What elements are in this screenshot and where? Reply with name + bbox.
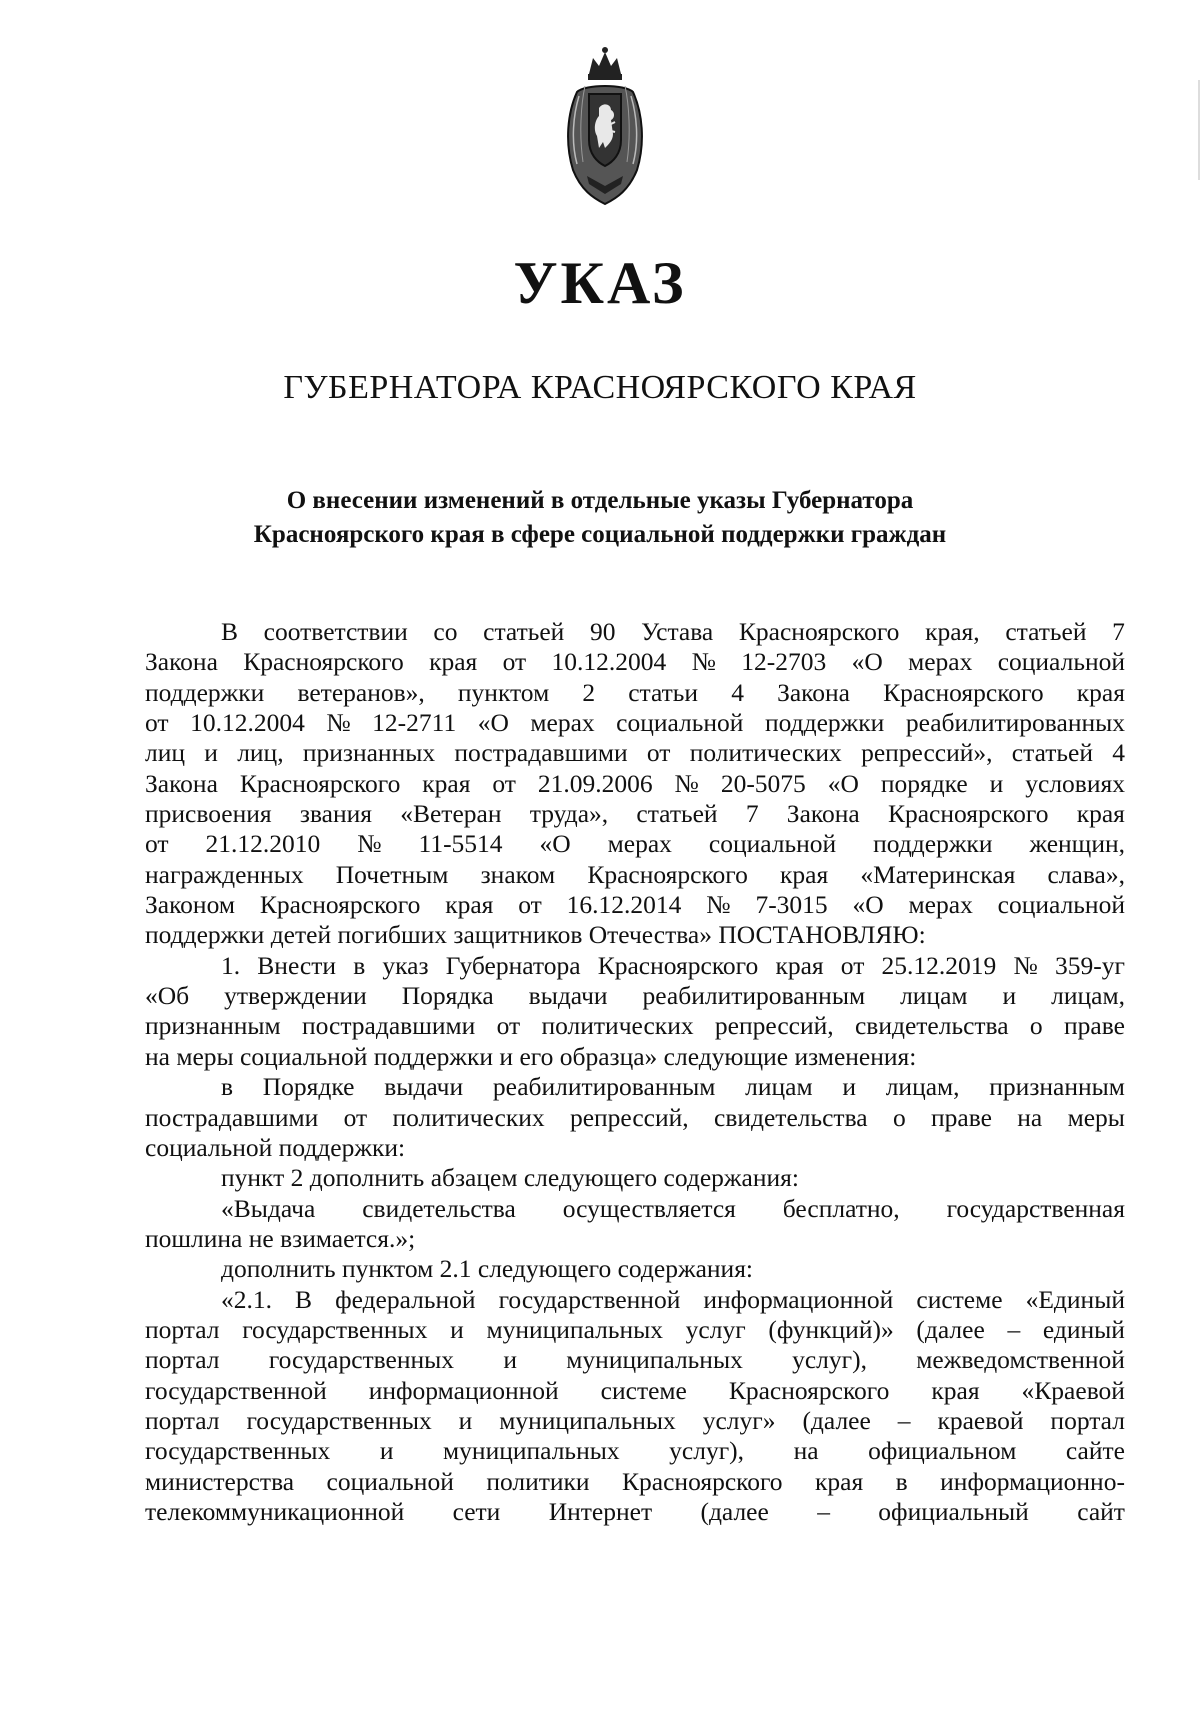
body-word: 21.09.2006 (537, 768, 653, 798)
body-word: Устава (641, 617, 714, 646)
body-word: информационно- (940, 1466, 1125, 1496)
body-word: мерах (607, 829, 672, 859)
body-word: 11-5514 (418, 829, 503, 859)
body-word: поддержки (145, 677, 265, 707)
body-word: и (1002, 981, 1017, 1011)
body-word: 4 (1112, 738, 1125, 768)
body-word: края (422, 768, 471, 798)
body-word: портал (145, 1345, 220, 1375)
body-word: репрессий, (714, 1011, 834, 1041)
body-word: края (1076, 677, 1125, 707)
body-word: В (295, 1284, 313, 1314)
body-word: праве (1064, 1011, 1125, 1041)
body-word: реабилитированным (642, 981, 866, 1011)
body-word: от (145, 829, 169, 859)
body-line (145, 1254, 1125, 1284)
body-word: реабилитированных (905, 708, 1125, 738)
body-line (145, 1345, 1125, 1375)
body-line (145, 678, 1125, 708)
body-word: 7 (745, 799, 759, 829)
body-word: «Выдача (221, 1193, 316, 1223)
body-word: признанным (145, 1011, 281, 1041)
body-word: политических (689, 738, 842, 768)
body-line (145, 1406, 1125, 1436)
body-word: «2.1. (221, 1284, 272, 1314)
body-word: информационной (368, 1375, 559, 1405)
body-line-text: пошлина не взимается.»; (145, 1223, 416, 1253)
body-word: от (492, 768, 516, 798)
body-word: услуг» (702, 1405, 776, 1435)
body-line (145, 1103, 1125, 1133)
body-word: краевой (937, 1405, 1024, 1435)
body-word: от (502, 647, 527, 677)
body-word: услуг (685, 1314, 746, 1344)
body-line (145, 799, 1125, 829)
body-word: лицам, (885, 1072, 960, 1102)
body-word: Красноярского (597, 950, 759, 980)
body-word: 90 (589, 617, 616, 646)
body-word: государственных (268, 1345, 455, 1375)
body-word: звания (299, 799, 372, 829)
body-word: политики (486, 1466, 590, 1496)
body-word: «О (827, 768, 859, 798)
body-word: № (691, 647, 716, 677)
body-word: (далее (700, 1496, 769, 1526)
body-word: Закона (777, 677, 850, 707)
body-word: Красноярского (243, 647, 404, 677)
body-line-text: пункт 2 дополнить абзацем следующего содержания: (221, 1163, 799, 1193)
body-word: муниципальных (486, 1314, 663, 1344)
body-word: Закона (786, 799, 860, 829)
body-word: услуг), (669, 1436, 745, 1466)
body-word: № (674, 768, 699, 798)
body-word: знаком (480, 859, 556, 889)
body-word: 7-3015 (755, 890, 828, 920)
body-word: 20-5075 (720, 768, 806, 798)
body-line (145, 1011, 1125, 1041)
body-word: на (1017, 1102, 1043, 1132)
body-word: № (1013, 950, 1038, 980)
body-word: Законом (145, 890, 235, 920)
body-line (145, 920, 1125, 950)
body-line (145, 1133, 1125, 1163)
body-word: – (897, 1405, 911, 1435)
body-word: портал (145, 1405, 220, 1435)
body-word: муниципальных (499, 1405, 676, 1435)
body-word: официальном (868, 1436, 1017, 1466)
body-line (145, 1224, 1125, 1254)
body-line (145, 1042, 1125, 1072)
body-word: «Ветеран (400, 799, 502, 829)
body-word: министерства (145, 1466, 295, 1496)
body-line (145, 1194, 1125, 1224)
body-word: Порядка (401, 981, 494, 1011)
body-word: края (429, 647, 478, 677)
body-word: и (989, 768, 1004, 798)
body-word: пострадавшими (145, 1102, 319, 1132)
body-word: и (503, 1345, 517, 1375)
body-word: муниципальных (566, 1345, 743, 1375)
body-word: государственной (145, 1375, 327, 1405)
body-word: Закона (145, 768, 218, 798)
body-word: социальной (616, 708, 744, 738)
body-word: края (815, 1466, 864, 1496)
body-word: «О (477, 708, 509, 738)
document-title-line: Красноярского края в сфере социальной поддержки граждан (253, 521, 947, 548)
body-word: Красноярского (883, 677, 1044, 707)
body-word: праве (931, 1102, 992, 1132)
body-word: социальной (326, 1466, 454, 1496)
body-word: Красноярского (887, 799, 1049, 829)
document-title (130, 484, 1070, 552)
body-word: сайт (1077, 1496, 1125, 1526)
body-word: (функций)» (768, 1314, 894, 1344)
body-word: услуг), (792, 1345, 867, 1375)
body-line-text: дополнить пунктом 2.1 следующего содержания: (221, 1254, 754, 1284)
body-word: Красноярского (738, 617, 900, 646)
body-word: 12-2711 (372, 708, 457, 738)
document-title-line: О внесении изменений в отдельные указы Губернатора (286, 487, 914, 514)
body-line (145, 617, 1125, 647)
body-word: «О (851, 647, 883, 677)
document-body (145, 617, 1125, 1527)
body-word: свидетельства (854, 1011, 1009, 1041)
body-word: и (379, 1436, 394, 1466)
body-word: единый (1042, 1314, 1125, 1344)
body-word: осуществляется (562, 1193, 736, 1223)
body-word: от (840, 950, 865, 980)
body-word: Красноярского (259, 890, 421, 920)
body-word: признанных (302, 738, 436, 768)
body-word: федеральной (335, 1284, 476, 1314)
body-word: лицам (745, 1072, 813, 1102)
body-word: пострадавшими (301, 1011, 476, 1041)
body-word: «Единый (1025, 1284, 1125, 1314)
body-word: телекоммуникационной (145, 1496, 405, 1526)
body-word: Красноярского (622, 1466, 783, 1496)
body-word: поддержки (764, 708, 885, 738)
body-line (145, 647, 1125, 677)
document-type-heading: УКАЗ (513, 250, 687, 316)
body-word: статьей (483, 617, 565, 646)
body-word: соответствии (263, 617, 408, 646)
body-word: 2 (582, 677, 596, 707)
body-word: 16.12.2014 (566, 890, 682, 920)
body-line (145, 708, 1125, 738)
body-line (145, 1285, 1125, 1315)
body-word: присвоения (145, 799, 272, 829)
body-line-text: поддержки детей погибших защитников Отечества» ПОСТАНОВЛЯЮ: (145, 920, 926, 950)
body-word: «Краевой (1021, 1375, 1125, 1405)
body-word: Внести (257, 950, 337, 980)
body-word: системе (916, 1284, 1003, 1314)
body-word: в (353, 950, 366, 980)
body-word: пострадавшими (454, 738, 628, 768)
body-word: государственных (242, 1314, 428, 1344)
body-word: мерах (908, 647, 973, 677)
body-word: статьей (1011, 738, 1093, 768)
body-word: информационной (703, 1284, 894, 1314)
body-word: статьи (628, 677, 699, 707)
body-word: и (204, 738, 218, 768)
body-word: «О (852, 890, 884, 920)
body-word: 21.12.2010 (205, 829, 321, 859)
body-word: и (458, 1405, 473, 1435)
body-word: мерах (908, 890, 973, 920)
body-word: портал (1050, 1405, 1125, 1435)
body-word: от (496, 1011, 521, 1041)
body-word: свидетельства (362, 1193, 516, 1223)
body-word: края (1076, 799, 1125, 829)
body-word: № (706, 890, 731, 920)
body-word: лиц, (237, 738, 284, 768)
body-line (145, 1163, 1125, 1193)
body-word: 7 (1112, 617, 1125, 646)
body-word: социальной (708, 829, 837, 859)
body-word: женщин, (1029, 829, 1125, 859)
body-line (145, 951, 1125, 981)
body-word: политических (392, 1102, 545, 1132)
body-word: межведомственной (916, 1345, 1125, 1375)
body-word: признанным (989, 1072, 1125, 1102)
body-word: лиц (145, 738, 186, 768)
body-word: государственная (946, 1193, 1125, 1223)
body-word: социальной (997, 647, 1125, 677)
body-word: меры (1067, 1102, 1125, 1132)
body-word: от (646, 738, 671, 768)
body-word: края (775, 950, 824, 980)
body-word: о (1029, 1011, 1043, 1041)
body-word: системе (600, 1375, 687, 1405)
body-word: государственных (246, 1405, 432, 1435)
body-word: сайте (1065, 1436, 1125, 1466)
body-word: № (357, 829, 382, 859)
body-word: в (221, 1072, 234, 1102)
body-line (145, 1497, 1125, 1527)
body-line (145, 1436, 1125, 1466)
body-word: края (931, 1375, 980, 1405)
body-word: лицам, (1051, 981, 1125, 1011)
body-line (145, 1467, 1125, 1497)
issuer-heading: ГУБЕРНАТОРА КРАСНОЯРСКОГО КРАЯ (283, 369, 917, 406)
body-word: В (221, 617, 239, 646)
body-word: статьей (636, 799, 718, 829)
body-word: статьей (1005, 617, 1087, 646)
body-word: от (343, 1102, 368, 1132)
body-word: (далее (802, 1405, 871, 1435)
body-word: утверждении (224, 981, 367, 1011)
body-word: края, (925, 617, 980, 646)
body-word: реабилитированным (492, 1072, 716, 1102)
body-word: сети (452, 1496, 501, 1526)
body-word: от (145, 708, 169, 738)
body-word: государственных (145, 1436, 331, 1466)
body-word: Красноярского (728, 1375, 890, 1405)
body-word: пунктом (457, 677, 550, 707)
body-word: репрессий, (569, 1102, 689, 1132)
body-word: Губернатора (445, 950, 581, 980)
body-word: свидетельства (714, 1102, 868, 1132)
body-line (145, 860, 1125, 890)
body-word: лицам (900, 981, 968, 1011)
body-word: порядке (880, 768, 968, 798)
body-word: 359-уг (1054, 950, 1125, 980)
body-line (145, 738, 1125, 768)
body-line (145, 829, 1125, 859)
body-word: в (895, 1466, 908, 1496)
body-word: Красноярского (239, 768, 401, 798)
body-word: «Материнская (860, 859, 1016, 889)
body-word: Закона (145, 647, 218, 677)
body-word: на (793, 1436, 819, 1466)
body-word: выдачи (384, 1072, 464, 1102)
body-word: репрессий», (861, 738, 993, 768)
body-word: труда», (529, 799, 609, 829)
body-word: ветеранов», (297, 677, 425, 707)
body-word: – (817, 1496, 830, 1526)
body-word: 12-2703 (741, 647, 827, 677)
body-word: и (450, 1314, 464, 1344)
body-word: № (326, 708, 351, 738)
body-word: края (445, 890, 494, 920)
body-word: 10.12.2004 (551, 647, 667, 677)
body-line (145, 1072, 1125, 1102)
body-word: мерах (530, 708, 595, 738)
body-word: Почетным (335, 859, 449, 889)
body-line-text: социальной поддержки: (145, 1132, 406, 1162)
body-line (145, 981, 1125, 1011)
body-word: (далее (916, 1314, 985, 1344)
body-line (145, 769, 1125, 799)
body-line (145, 1376, 1125, 1406)
body-word: поддержки (873, 829, 993, 859)
body-line (145, 1315, 1125, 1345)
body-word: политических (541, 1011, 694, 1041)
body-line-text: на меры социальной поддержки и его образца» следующие изменения: (145, 1041, 917, 1071)
body-word: со (433, 617, 458, 646)
body-word: «Об (145, 981, 190, 1011)
body-word: бесплатно, (782, 1193, 900, 1223)
body-word: выдачи (528, 981, 608, 1011)
body-word: «О (539, 829, 571, 859)
body-word: официальный (878, 1496, 1029, 1526)
body-word: награжденных (145, 859, 304, 889)
body-word: от (518, 890, 542, 920)
body-word: условиях (1025, 768, 1125, 798)
body-word: государственной (498, 1284, 681, 1314)
body-word: 4 (731, 677, 744, 707)
body-word: Интернет (548, 1496, 653, 1526)
body-word: о (892, 1102, 906, 1132)
body-word: портал (145, 1314, 220, 1344)
body-word: 1. (221, 950, 241, 980)
body-word: Порядке (262, 1072, 355, 1102)
body-word: Красноярского (587, 859, 748, 889)
krasnoyarsk-krai-coat-of-arms-icon (563, 44, 647, 206)
body-word: края (780, 859, 829, 889)
body-word: – (1007, 1314, 1021, 1344)
body-word: 10.12.2004 (190, 708, 305, 738)
body-word: и (842, 1072, 856, 1102)
body-word: социальной (997, 890, 1125, 920)
body-word: муниципальных (443, 1436, 620, 1466)
body-word: 25.12.2019 (881, 950, 997, 980)
body-word: указ (382, 950, 429, 980)
body-word: слава», (1047, 859, 1125, 889)
body-line (145, 890, 1125, 920)
